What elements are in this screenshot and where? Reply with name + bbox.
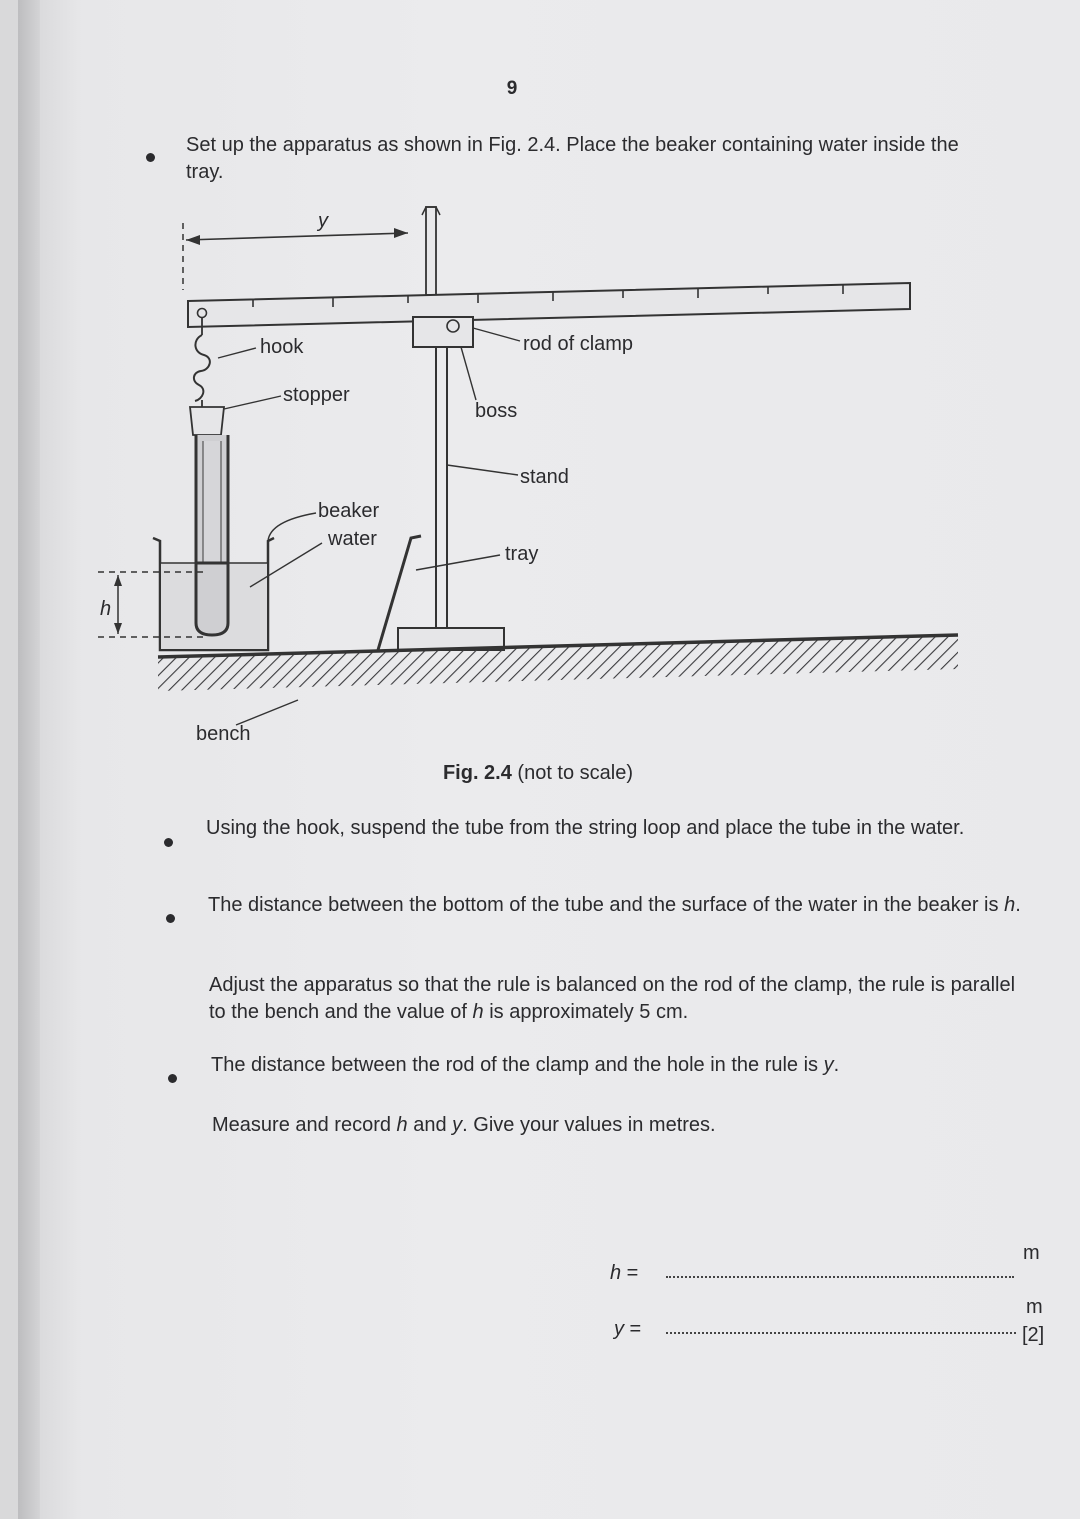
answer-y-line[interactable]: [666, 1332, 1016, 1334]
figure-caption: [18, 762, 1058, 785]
y-label: y: [318, 210, 328, 232]
answer-y-label: y =: [614, 1318, 642, 1340]
bullet-dot: [164, 838, 173, 847]
bullet-dot: [166, 914, 175, 923]
y-dim-arrow: [186, 233, 408, 240]
instruction-4: Adjust the apparatus so that the rule is balanced on the rod of the clamp, the rule is parallel to the bench and the value of h is approximately 5 cm.: [209, 974, 1016, 1023]
apparatus-figure: [78, 195, 978, 755]
hook-label: hook: [260, 336, 304, 358]
instruction-1: Set up the apparatus as shown in Fig. 2.4. Place the beaker containing water inside the tray.: [186, 134, 959, 183]
instruction-5: The distance between the rod of the clamp and the hole in the rule is y.: [211, 1054, 840, 1076]
rod-of-clamp-label: rod of clamp: [523, 333, 634, 355]
answer-h-line[interactable]: [666, 1276, 1014, 1278]
answer-h-label: h =: [610, 1262, 639, 1284]
bullet-dot: [146, 153, 155, 162]
stopper-shape: [190, 407, 224, 435]
stand-label: stand: [520, 466, 569, 488]
h-label: h: [100, 598, 112, 620]
stopper-label: stopper: [283, 384, 350, 406]
metre-rule: [188, 283, 910, 327]
water-label: water: [328, 528, 377, 550]
exam-page: [18, 0, 1080, 1519]
figure-caption-note: (not to scale): [511, 762, 634, 784]
boss-label: boss: [475, 400, 518, 422]
string-loop: [194, 335, 210, 401]
answer-y-unit: m: [1026, 1296, 1043, 1318]
instruction-3: The distance between the bottom of the tube and the surface of the water in the beaker is h.: [208, 894, 1021, 916]
figure-caption-number: Fig. 2.4: [442, 762, 512, 784]
beaker-label: beaker: [318, 500, 380, 522]
page-number: 9: [506, 78, 518, 99]
instruction-2: Using the hook, suspend the tube from the string loop and place the tube in the water.: [206, 817, 965, 839]
bench-hatch: [158, 635, 958, 691]
bench-label: bench: [196, 723, 251, 745]
marks-label: [2]: [1022, 1324, 1045, 1346]
tray-label: tray: [505, 543, 539, 565]
boss-block: [413, 317, 473, 347]
page-edge-shadow: [18, 0, 40, 1519]
answer-h-unit: m: [1023, 1242, 1040, 1264]
bullet-dot: [168, 1074, 177, 1083]
instruction-6: Measure and record h and y. Give your values in metres.: [212, 1114, 716, 1136]
clamp-rod-top: [426, 207, 436, 295]
